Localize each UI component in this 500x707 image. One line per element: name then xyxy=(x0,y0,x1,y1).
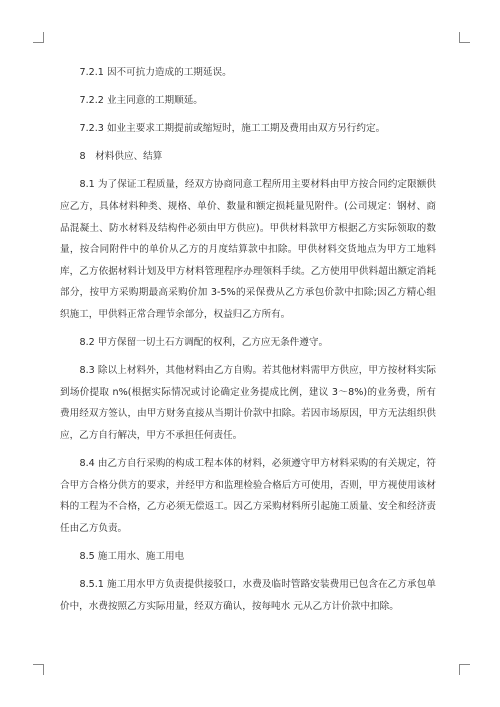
crop-mark-bottom-right xyxy=(459,664,470,675)
clause-8-5-1: 8.5.1 施工用水甲方负责提供接驳口，水费及临时管路安装费用已包含在乙方承包单价中，水费按照乙方实际用量，经双方确认，按每吨水 元从乙方计价款中扣除。 xyxy=(60,578,436,612)
clause-8-4: 8.4 由乙方自行采购的构成工程本体的材料，必须遵守甲方材料采购的有关规定，符合甲方合格分供方的要求，并经甲方和监理检验合格后方可使用，否则，甲方视使用该材料的工程为不合格，乙方必须无偿返工。因乙方采购材料所引起施工质量、安全和经济责任由乙方负责。 xyxy=(60,458,436,534)
crop-mark-top-right xyxy=(459,32,470,43)
crop-mark-bottom-left xyxy=(33,664,44,675)
clause-7-2-1: 7.2.1 因不可抗力造成的工期延误。 xyxy=(79,67,232,78)
section-8-5-heading: 8.5 施工用水、施工用电 xyxy=(79,550,185,562)
clause-8-3: 8.3 除以上材料外，其他材料由乙方自购。若其他材料需甲方供应，甲方按材料实际到场价提取 n%(根据实际情况或讨论确定业务提成比例，建议 3～8%)的业务费，所有费用经双方签认，由甲方财务直接从当期计价款中扣除。若因市场原因，甲方无法组织供应，乙方自行解决，甲方不承担任何责任。 xyxy=(60,365,436,441)
clause-7-2-3: 7.2.3 如业主要求工期提前或缩短时，施工工期及费用由双方另行约定。 xyxy=(79,123,386,135)
section-8-heading: 8 材料供应、结算 xyxy=(79,151,163,163)
crop-mark-top-left xyxy=(33,32,44,43)
clause-7-2-2: 7.2.2 业主同意的工期顺延。 xyxy=(79,95,203,107)
clause-8-2: 8.2 甲方保留一切土石方调配的权利，乙方应无条件遵守。 xyxy=(79,337,329,349)
document-body xyxy=(60,62,436,617)
clause-8-1: 8.1 为了保证工程质量，经双方协商同意工程所用主要材料由甲方按合同约定限额供应乙方，具体材料种类、规格、单价、数量和额定损耗量见附件。(公司规定：钢材、商品混凝土、防水材料及结构件必须由甲方供应)。甲供材料款甲方根据乙方实际领取的数量，按合同附件中的单价从乙方的月度结算款中扣除。甲供材料交货地点为甲方工地料库，乙方依据材料计划及甲方材料管理程序办理领料手续。乙方使用甲供料超出额定消耗部分，按甲方采购期最高采购价加 3-5%的采保费从乙方承包价款中扣除;因乙方精心组织施工，甲供料正常合理节余部分，权益归乙方所有。 xyxy=(60,179,436,320)
